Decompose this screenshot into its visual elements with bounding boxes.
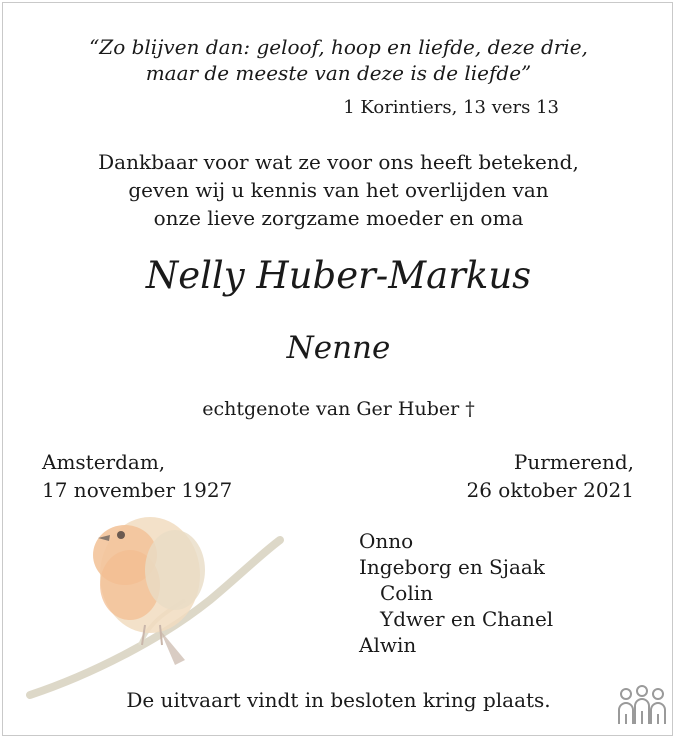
quote-line-2: maar de meeste van deze is de liefde” <box>145 61 532 85</box>
intro-line-1: Dankbaar voor wat ze voor ons heeft betekend, <box>98 150 579 174</box>
spouse-line: echtgenote van Ger Huber † <box>202 398 475 420</box>
funeral-notice: De uitvaart vindt in besloten kring plaats. <box>126 688 551 712</box>
family-member: Alwin <box>359 633 417 657</box>
death-place: Purmerend, <box>513 450 634 474</box>
deceased-nickname: Nenne <box>286 330 391 366</box>
family-member: Colin <box>380 581 434 605</box>
birth-place: Amsterdam, <box>42 450 166 474</box>
family-list <box>359 528 553 658</box>
death-date: 26 oktober 2021 <box>466 478 634 502</box>
birth-date: 17 november 1927 <box>42 478 233 502</box>
deceased-name: Nelly Huber-Markus <box>145 254 532 297</box>
family-member: Ydwer en Chanel <box>380 607 554 631</box>
people-group-icon <box>617 684 667 728</box>
robin-illustration <box>10 500 300 710</box>
family-member: Onno <box>359 529 414 553</box>
intro-text <box>0 148 677 232</box>
quote-line-1: “Zo blijven dan: geloof, hoop en liefde, deze drie, <box>89 35 588 59</box>
family-member: Ingeborg en Sjaak <box>359 555 545 579</box>
birth-info <box>42 448 232 504</box>
intro-line-2: geven wij u kennis van het overlijden van <box>128 178 549 202</box>
bible-quote <box>0 34 677 86</box>
intro-line-3: onze lieve zorgzame moeder en oma <box>153 206 524 230</box>
death-info <box>467 448 635 504</box>
quote-reference: 1 Korintiers, 13 vers 13 <box>343 97 559 118</box>
